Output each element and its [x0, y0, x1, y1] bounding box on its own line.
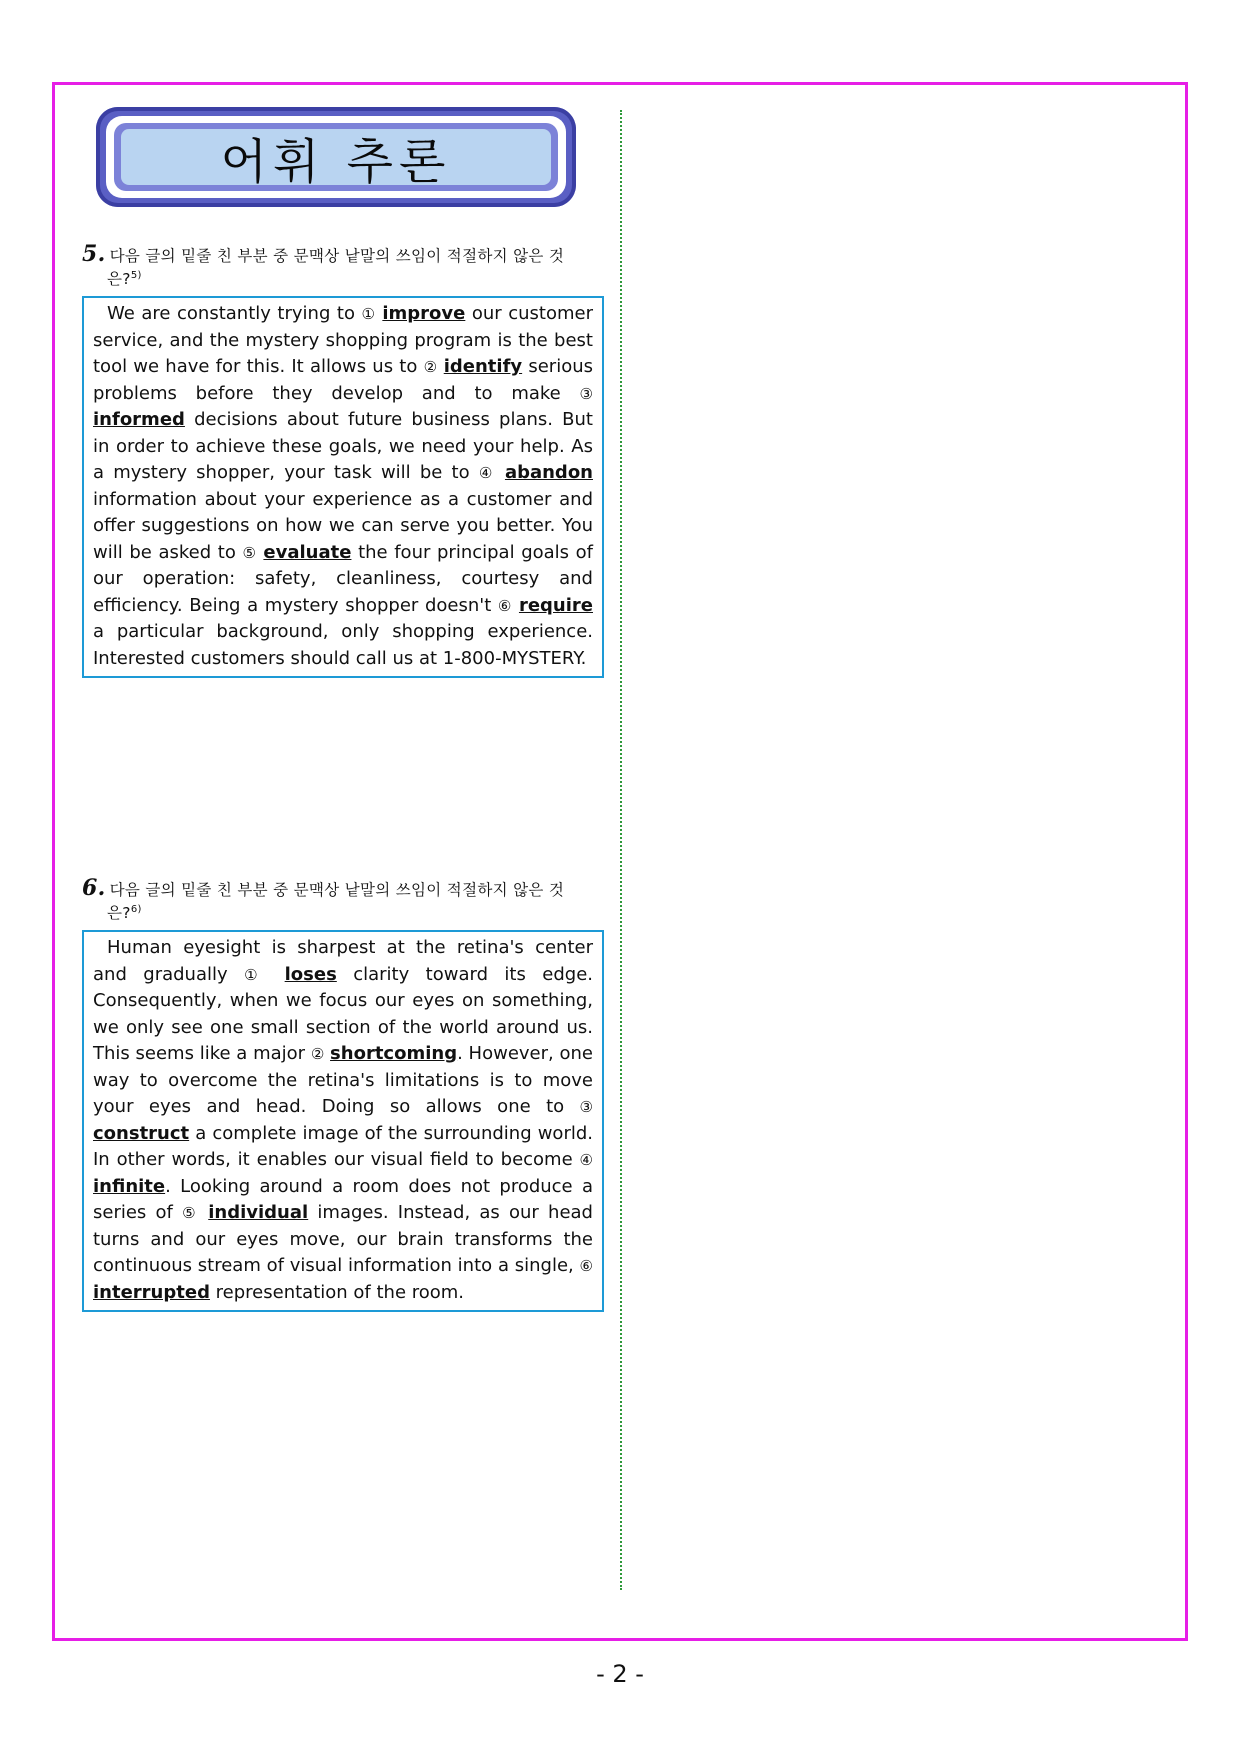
question-prompt: 다음 글의 밑줄 친 부분 중 문맥상 낱말의 쓰임이 적절하지 않은 것 [109, 881, 565, 899]
keyword-5: evaluate [263, 541, 352, 563]
passage-text: the four principal goals of our operation: safety, cleanliness, courtesy and efficiency. Being a mystery shopper doesn't [93, 541, 594, 616]
passage-text: Human eyesight is sharpest at the retina's center and gradually [93, 937, 593, 985]
passage-text: a complete image of the surrounding world. In other words, it enables our visual field to become [93, 1122, 593, 1170]
passage-text: serious problems before they develop and to make [93, 356, 593, 404]
passage-text: clarity toward its edge. Consequently, when we focus our eyes on something, we only see one small section of the world around us. This seems like a major [93, 963, 593, 1064]
marker-1: ① [361, 305, 376, 323]
passage-text: . However, one way to overcome the retina's limitations is to move your eyes and head. Doing so allows one to [93, 1043, 593, 1117]
passage-text: . Looking around a room does not produce a series of [93, 1175, 593, 1223]
footnote-ref: 6) [130, 904, 142, 915]
passage-text: decisions about future business plans. But in order to achieve these goals, we need your help. As a mystery shopper, your task will be to [93, 409, 593, 483]
passage-text: images. Instead, as our head turns and our eyes move, our brain transforms the continuous stream of visual information into a single, [93, 1202, 593, 1276]
marker-6: ⑥ [579, 1257, 593, 1275]
keyword-6: interrupted [93, 1281, 210, 1303]
marker-4: ④ [579, 1151, 593, 1169]
section-title: 어휘 추론 [220, 133, 452, 190]
passage-text: our customer service, and the mystery shopping program is the best tool we have for this. It allows us to [93, 303, 593, 377]
keyword-2: identify [443, 356, 523, 377]
question-6-prompt [82, 875, 604, 923]
question-number: 6. [82, 875, 106, 901]
marker-2: ② [310, 1045, 325, 1063]
keyword-4: abandon [504, 462, 593, 483]
passage-text: information about your experience as a customer and offer suggestions on how we can serve you better. You will be asked to [93, 488, 593, 563]
keyword-1: improve [382, 303, 466, 324]
question-prompt: 다음 글의 밑줄 친 부분 중 문맥상 낱말의 쓰임이 적절하지 않은 것 [109, 247, 565, 265]
marker-5: ⑤ [242, 543, 257, 562]
section-title-badge [96, 107, 576, 207]
question-5-prompt [82, 241, 604, 289]
marker-1: ① [244, 965, 269, 984]
keyword-3: construct [93, 1122, 190, 1144]
keyword-2: shortcoming [330, 1043, 458, 1064]
question-number: 5. [82, 241, 106, 267]
marker-6: ⑥ [497, 596, 513, 615]
keyword-6: require [518, 594, 593, 616]
marker-4: ④ [478, 464, 496, 482]
marker-3: ③ [579, 1098, 593, 1116]
marker-5: ⑤ [182, 1204, 200, 1222]
marker-2: ② [423, 358, 438, 376]
passage-text: a particular background, only shopping experience. Interested customers should call us at 1-800-MYSTERY. [93, 621, 593, 669]
question-prompt-cont: 은? [107, 270, 131, 289]
question-prompt-cont: 은? [107, 904, 131, 923]
column-divider [620, 110, 622, 1590]
question-6-passage [82, 930, 604, 1312]
keyword-3: informed [93, 409, 185, 430]
passage-text: representation of the room. [209, 1281, 465, 1303]
keyword-4: infinite [93, 1175, 166, 1197]
passage-text: We are constantly trying to [107, 303, 362, 324]
keyword-1: loses [284, 963, 337, 985]
keyword-5: individual [208, 1202, 309, 1223]
page-number: - 2 - [596, 1660, 644, 1688]
marker-3: ③ [579, 384, 593, 403]
footnote-ref: 5) [130, 270, 142, 281]
question-5-passage [82, 296, 604, 678]
